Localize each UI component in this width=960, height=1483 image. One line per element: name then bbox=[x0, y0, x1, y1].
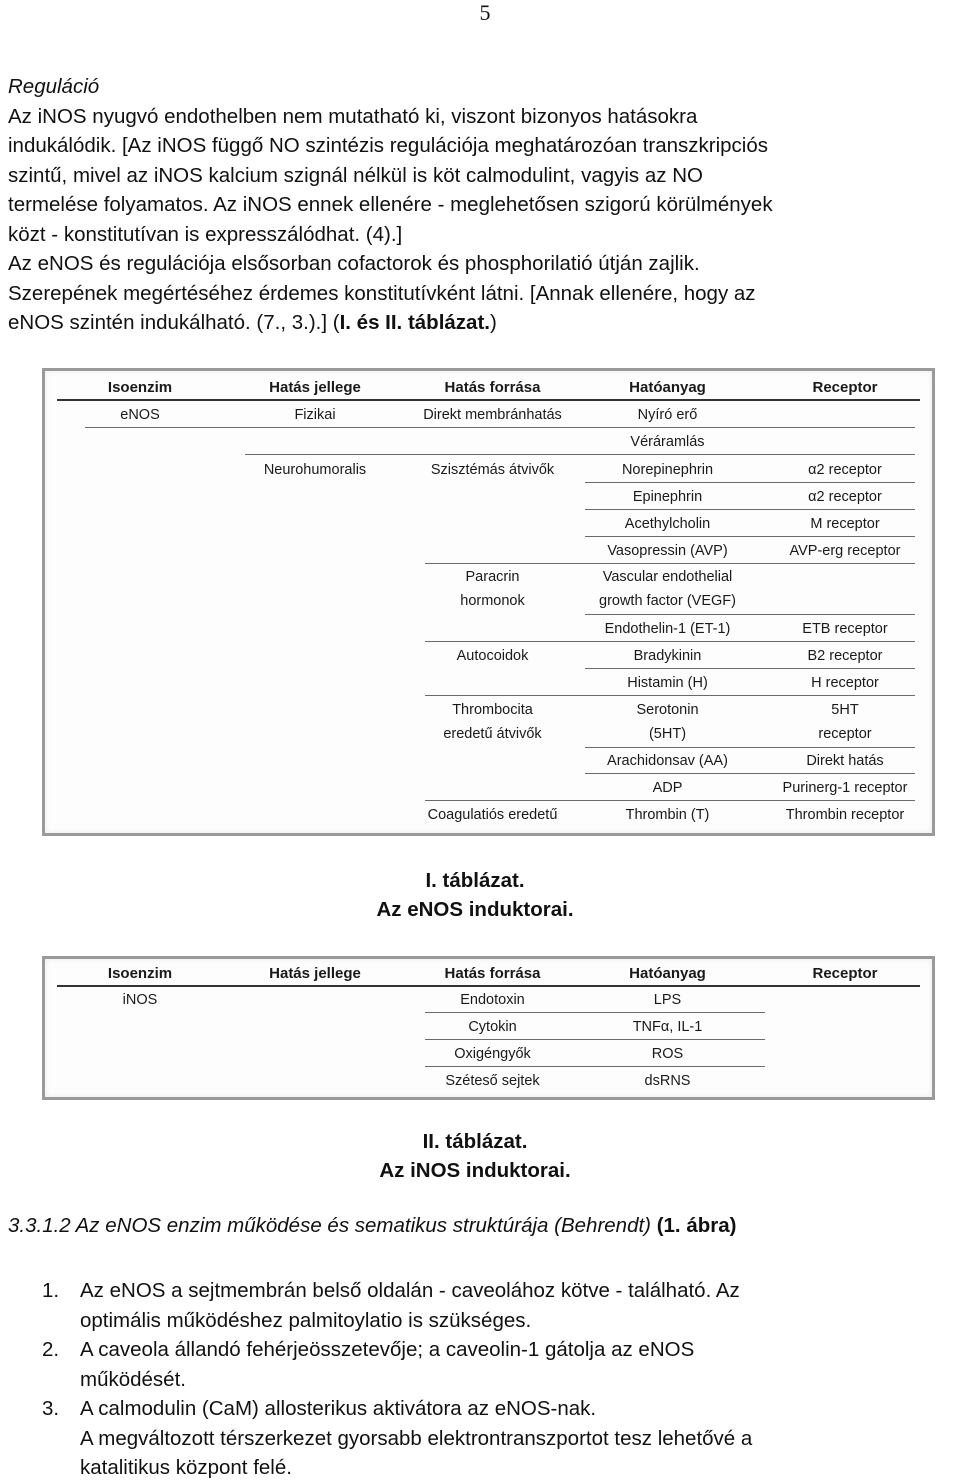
cell-hatas-forrasa: Endotoxin bbox=[460, 992, 525, 1008]
intro-line: indukálódik. [Az iNOS függő NO szintézis regulációja meghatározóan transzkripciós bbox=[8, 134, 769, 157]
intro-line: Szerepének megértéséhez érdemes konstitutívként látni. [Annak ellenére, hogy az bbox=[8, 281, 756, 305]
header-isoenzim: Isoenzim bbox=[107, 379, 173, 396]
header-rule bbox=[57, 985, 920, 987]
cell-receptor: 5HT bbox=[831, 702, 859, 718]
cell-hatoanyag: Norepinephrin bbox=[621, 462, 714, 478]
list-number: 2. bbox=[42, 1338, 60, 1361]
list-line: működését. bbox=[80, 1367, 186, 1391]
cell-hatoanyag: Histamin (H) bbox=[627, 675, 708, 691]
numbered-list bbox=[8, 1276, 948, 1483]
cell-hatas-forrasa: Széteső sejtek bbox=[445, 1073, 540, 1089]
list-line: A calmodulin (CaM) allosterikus aktivátora az eNOS-nak. bbox=[80, 1397, 597, 1420]
cell-hatas-jellege: Neurohumoralis bbox=[263, 462, 367, 478]
list-line: A megváltozott térszerkezet gyorsabb elektrontranszportot tesz lehetővé a bbox=[80, 1426, 753, 1450]
row-rule bbox=[425, 800, 915, 801]
list-line: A caveola állandó fehérjeösszetevője; a caveolin-1 gátolja az eNOS bbox=[80, 1338, 695, 1361]
intro-line: szintű, mivel az iNOS kalcium szignál nélkül is köt calmodulint, vagyis az NO bbox=[8, 163, 703, 187]
cell-receptor: Thrombin receptor bbox=[785, 807, 905, 823]
cell-hatoanyag: Acethylcholin bbox=[624, 516, 711, 532]
row-rule bbox=[425, 1066, 765, 1067]
row-rule bbox=[425, 563, 915, 564]
row-rule bbox=[85, 427, 915, 428]
cell-receptor: α2 receptor bbox=[808, 462, 882, 478]
cell-hatoanyag: Thrombin (T) bbox=[625, 807, 710, 823]
list-number: 1. bbox=[42, 1279, 60, 1302]
header-receptor: Receptor bbox=[812, 965, 878, 982]
cell-receptor: Direkt hatás bbox=[806, 753, 884, 769]
intro-line-suffix: ) bbox=[489, 311, 497, 334]
cell-hatoanyag: (5HT) bbox=[648, 726, 687, 742]
cell-hatas-forrasa: Oxigéngyők bbox=[454, 1046, 531, 1062]
cell-hatoanyag: Vasopressin (AVP) bbox=[607, 543, 728, 559]
row-rule bbox=[585, 668, 915, 669]
list-number: 3. bbox=[42, 1397, 60, 1420]
list-item bbox=[8, 1276, 948, 1335]
cell-hatas-forrasa: Szisztémás átvivők bbox=[430, 462, 555, 478]
header-hatas-jellege: Hatás jellege bbox=[269, 965, 361, 982]
header-isoenzim: Isoenzim bbox=[107, 965, 173, 982]
caption-title: Az iNOS induktorai. bbox=[379, 1159, 571, 1182]
cell-hatoanyag: dsRNS bbox=[644, 1073, 691, 1089]
intro-line: Az eNOS és regulációja elsősorban cofactorok és phosphorilatió útján zajlik. bbox=[8, 252, 700, 275]
cell-hatoanyag: Epinephrin bbox=[632, 489, 703, 505]
section-title: Reguláció bbox=[8, 75, 100, 98]
row-rule bbox=[425, 1012, 765, 1013]
cell-hatas-forrasa: Cytokin bbox=[468, 1019, 517, 1035]
cell-receptor: receptor bbox=[818, 726, 872, 742]
row-rule bbox=[425, 1039, 765, 1040]
row-rule bbox=[585, 509, 915, 510]
cell-receptor: ETB receptor bbox=[802, 621, 888, 637]
list-line: katalitikus központ felé. bbox=[80, 1456, 292, 1479]
cell-hatas-forrasa: eredetű átvivők bbox=[443, 726, 542, 742]
row-rule bbox=[245, 454, 915, 455]
intro-line: termelése folyamatos. Az iNOS ennek ellenére - meglehetősen szigorú körülmények bbox=[8, 193, 773, 216]
list-item bbox=[8, 1394, 948, 1483]
subsection-title: 3.3.1.2 Az eNOS enzim működése és sematikus struktúrája (Behrendt) bbox=[8, 1214, 657, 1237]
intro-paragraph bbox=[8, 72, 953, 338]
intro-line: Az iNOS nyugvó endothelben nem mutatható ki, viszont bizonyos hatásokra bbox=[8, 104, 698, 128]
row-rule bbox=[585, 747, 915, 748]
header-hatas-forrasa: Hatás forrása bbox=[444, 379, 541, 396]
list-line: Az eNOS a sejtmembrán belső oldalán - caveolához kötve - található. Az bbox=[80, 1279, 740, 1302]
inos-inducers-table bbox=[42, 956, 935, 1100]
row-rule bbox=[585, 482, 915, 483]
cell-hatoanyag: ADP bbox=[652, 780, 683, 796]
cell-hatas-forrasa: Direkt membránhatás bbox=[423, 407, 562, 423]
cell-receptor: B2 receptor bbox=[807, 648, 883, 664]
header-hatoanyag: Hatóanyag bbox=[629, 965, 706, 982]
header-hatas-jellege: Hatás jellege bbox=[269, 379, 361, 396]
caption-title: Az eNOS induktorai. bbox=[376, 898, 574, 921]
cell-receptor: AVP-erg receptor bbox=[789, 543, 901, 559]
caption-number: II. táblázat. bbox=[422, 1130, 528, 1153]
header-rule bbox=[57, 399, 920, 401]
table1-caption bbox=[0, 866, 960, 924]
intro-line-prefix: eNOS szintén indukálható. (7., 3.).] ( bbox=[8, 311, 340, 334]
cell-isoenzim: iNOS bbox=[122, 992, 158, 1008]
page-number: 5 bbox=[479, 0, 491, 25]
cell-hatoanyag: Nyíró erő bbox=[637, 407, 698, 423]
intro-line-last bbox=[8, 308, 953, 338]
intro-line: közt - konstitutívan is expresszálódhat. (4).] bbox=[8, 222, 403, 246]
cell-isoenzim: eNOS bbox=[120, 407, 160, 423]
enos-inducers-table bbox=[42, 368, 935, 836]
row-rule bbox=[585, 536, 915, 537]
header-hatoanyag: Hatóanyag bbox=[629, 379, 706, 396]
cell-hatas-forrasa: Autocoidok bbox=[456, 648, 529, 664]
caption-number: I. táblázat. bbox=[425, 869, 525, 892]
row-rule bbox=[425, 641, 915, 642]
row-rule bbox=[585, 614, 915, 615]
cell-hatoanyag: Véráramlás bbox=[630, 434, 705, 450]
table-reference: I. és II. táblázat. bbox=[339, 311, 490, 334]
list-item bbox=[8, 1335, 948, 1394]
cell-hatoanyag: TNFα, IL-1 bbox=[632, 1019, 703, 1035]
subsection-heading bbox=[8, 1214, 736, 1238]
cell-hatoanyag: ROS bbox=[651, 1046, 684, 1062]
cell-hatas-forrasa: Paracrin bbox=[465, 569, 520, 585]
cell-hatoanyag: growth factor (VEGF) bbox=[599, 593, 736, 609]
cell-hatoanyag: Serotonin bbox=[636, 702, 699, 718]
row-rule bbox=[425, 695, 915, 696]
cell-hatas-forrasa: Coagulatiós eredetű bbox=[427, 807, 558, 823]
list-line: optimális működéshez palmitoylatio is szükséges. bbox=[80, 1308, 532, 1332]
cell-receptor: M receptor bbox=[810, 516, 880, 532]
cell-hatas-forrasa: Thrombocita bbox=[452, 702, 533, 718]
cell-hatoanyag: Endothelin-1 (ET-1) bbox=[604, 621, 731, 637]
header-receptor: Receptor bbox=[812, 379, 878, 396]
header-hatas-forrasa: Hatás forrása bbox=[444, 965, 541, 982]
cell-hatoanyag: Bradykinin bbox=[633, 648, 702, 664]
table2-caption bbox=[0, 1127, 960, 1185]
cell-hatoanyag: Vascular endothelial bbox=[602, 569, 733, 585]
cell-receptor: H receptor bbox=[811, 675, 879, 691]
cell-receptor: Purinerg-1 receptor bbox=[782, 780, 908, 796]
cell-hatoanyag: Arachidonsav (AA) bbox=[607, 753, 728, 769]
cell-hatas-forrasa: hormonok bbox=[460, 593, 525, 609]
row-rule bbox=[585, 773, 915, 774]
cell-hatas-jellege: Fizikai bbox=[294, 407, 336, 423]
figure-reference: (1. ábra) bbox=[656, 1214, 737, 1237]
cell-hatoanyag: LPS bbox=[653, 992, 682, 1008]
cell-receptor: α2 receptor bbox=[808, 489, 882, 505]
